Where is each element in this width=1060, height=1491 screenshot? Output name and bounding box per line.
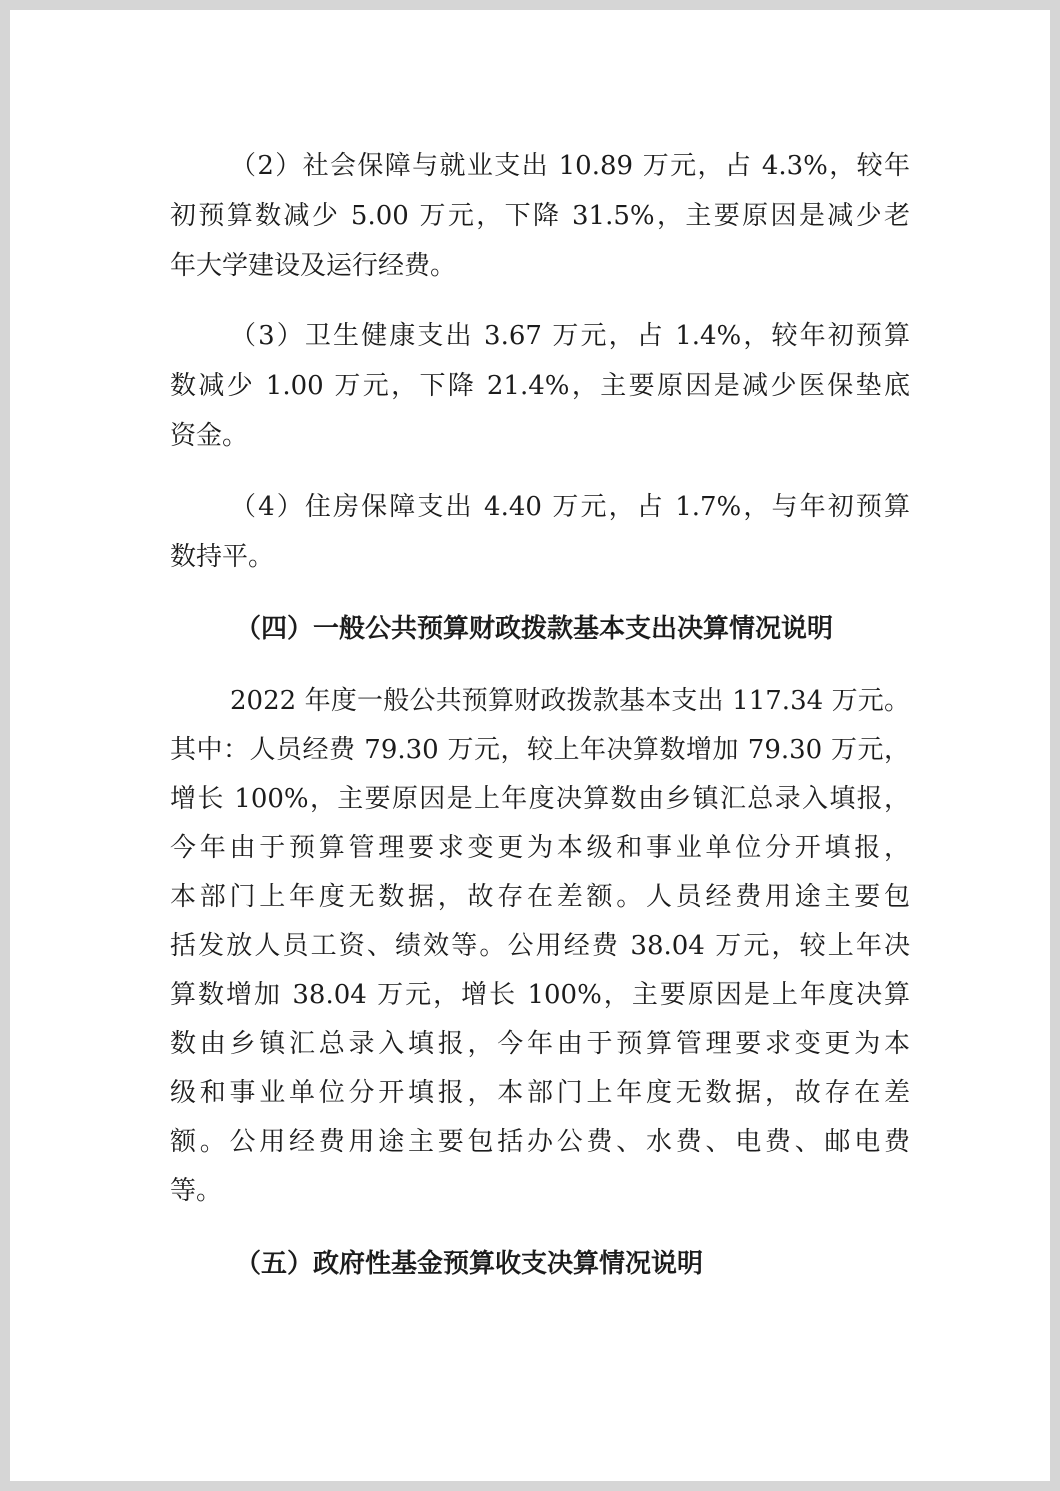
paragraph-5-line-10: 额。公用经费用途主要包括办公费、水费、电费、邮电费 bbox=[170, 1127, 910, 1157]
paragraph-2-line-3: 年大学建设及运行经费。 bbox=[170, 251, 457, 281]
paragraph-3-line-1: （3）卫生健康支出 3.67 万元，占 1.4%，较年初预算 bbox=[230, 321, 910, 351]
paragraph-5-line-3: 增长 100%，主要原因是上年度决算数由乡镇汇总录入填报， bbox=[170, 784, 910, 814]
paragraph-5-line-9: 级和事业单位分开填报，本部门上年度无数据，故存在差 bbox=[170, 1078, 910, 1108]
paragraph-5-line-5: 本部门上年度无数据，故存在差额。人员经费用途主要包 bbox=[170, 882, 910, 912]
paragraph-5-line-8: 数由乡镇汇总录入填报，今年由于预算管理要求变更为本 bbox=[170, 1029, 910, 1059]
paragraph-5-line-1: 2022 年度一般公共预算财政拨款基本支出 117.34 万元。 bbox=[230, 686, 910, 716]
paragraph-5-line-4: 今年由于预算管理要求变更为本级和事业单位分开填报， bbox=[170, 833, 910, 863]
paragraph-4-line-1: （4）住房保障支出 4.40 万元，占 1.7%，与年初预算 bbox=[230, 492, 910, 522]
paragraph-2-line-1: （2）社会保障与就业支出 10.89 万元，占 4.3%，较年 bbox=[230, 151, 910, 181]
document-page bbox=[10, 10, 1050, 1481]
section-heading-5: （五）政府性基金预算收支决算情况说明 bbox=[235, 1249, 704, 1279]
paragraph-5-line-6: 括发放人员工资、绩效等。公用经费 38.04 万元，较上年决 bbox=[170, 931, 910, 961]
paragraph-4-line-2: 数持平。 bbox=[170, 542, 275, 572]
paragraph-3-line-3: 资金。 bbox=[170, 421, 249, 451]
paragraph-2-line-2: 初预算数减少 5.00 万元，下降 31.5%，主要原因是减少老 bbox=[170, 201, 910, 231]
paragraph-3-line-2: 数减少 1.00 万元，下降 21.4%，主要原因是减少医保垫底 bbox=[170, 371, 910, 401]
paragraph-5-line-2: 其中：人员经费 79.30 万元，较上年决算数增加 79.30 万元， bbox=[170, 735, 910, 765]
section-heading-4: （四）一般公共预算财政拨款基本支出决算情况说明 bbox=[235, 614, 834, 644]
paragraph-5-line-11: 等。 bbox=[170, 1176, 223, 1206]
paragraph-5-line-7: 算数增加 38.04 万元，增长 100%，主要原因是上年度决算 bbox=[170, 980, 910, 1010]
